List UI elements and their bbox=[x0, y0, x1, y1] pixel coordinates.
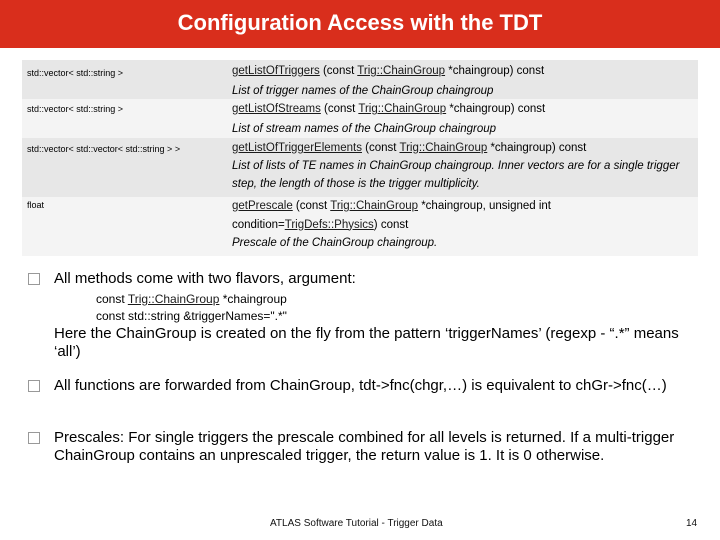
method-link[interactable]: getListOfStreams bbox=[232, 103, 321, 115]
method-description: List of trigger names of the ChainGroup chaingroup bbox=[232, 84, 494, 97]
method-link[interactable]: getListOfTriggerElements bbox=[232, 142, 362, 154]
bullet-text: Prescales: For single triggers the prescale combined for all levels is returned. If a multi-trigger ChainGroup contains an unprescaled trigger, the return value is 1. It is 0 otherwise. bbox=[54, 429, 675, 464]
method-description: List of lists of TE names in ChainGroup chaingroup. Inner vectors are for a single trigger step, the length of those is the trigger multiplicity. bbox=[232, 160, 680, 190]
table-row bbox=[22, 197, 698, 256]
table-row bbox=[22, 138, 698, 197]
table-row bbox=[22, 99, 698, 138]
method-signature: getListOfStreams (const Trig::ChainGroup *chaingroup) const List of stream names of the ChainGroup chaingroup bbox=[232, 103, 546, 135]
type-link[interactable]: Trig::ChainGroup bbox=[358, 103, 447, 115]
page-number: 14 bbox=[686, 518, 698, 529]
method-description: Prescale of the ChainGroup chaingroup. bbox=[232, 237, 438, 249]
return-type: std::vector< std::vector< std::string > > bbox=[27, 144, 181, 154]
type-link[interactable]: Trig::ChainGroup bbox=[330, 200, 419, 212]
code-line: const std::string &triggerNames=".*" bbox=[96, 309, 287, 323]
slide-title: Configuration Access with the TDT bbox=[177, 10, 543, 35]
footer-text: ATLAS Software Tutorial - Trigger Data bbox=[270, 518, 443, 529]
method-link[interactable]: getPrescale bbox=[232, 200, 293, 212]
method-table bbox=[22, 60, 698, 256]
return-type: float bbox=[27, 200, 45, 210]
return-type: std::vector< std::string > bbox=[27, 104, 124, 114]
method-signature: getListOfTriggerElements (const Trig::ChainGroup *chaingroup) const List of lists of TE names in ChainGroup chaingroup. Inner vectors are for a single trigger step, the length of those is the trigger multiplicity. bbox=[232, 142, 680, 190]
bullet-text: Here the ChainGroup is created on the fly from the pattern ‘triggerNames’ (regexp - “.*” means ‘all’) bbox=[54, 325, 679, 360]
type-link[interactable]: Trig::ChainGroup bbox=[127, 292, 220, 306]
physics-link[interactable]: TrigDefs::Physics bbox=[284, 218, 374, 231]
method-link[interactable]: getListOfTriggers bbox=[232, 65, 320, 77]
return-type: std::vector< std::string > bbox=[27, 68, 124, 78]
code-line: const Trig::ChainGroup *chaingroup bbox=[96, 292, 287, 306]
bullet-box-icon bbox=[28, 273, 40, 285]
table-row bbox=[22, 60, 698, 99]
bullet-text: All functions are forwarded from ChainGroup, tdt->fnc(chgr,…) is equivalent to chGr->fnc(…) bbox=[54, 377, 667, 394]
type-link[interactable]: Trig::ChainGroup bbox=[399, 142, 488, 154]
type-link[interactable]: Trig::ChainGroup bbox=[357, 65, 446, 77]
bullet-text: All methods come with two flavors, argument: bbox=[54, 270, 356, 287]
bullet-box-icon bbox=[28, 380, 40, 392]
method-signature: getPrescale (const Trig::ChainGroup *chaingroup, unsigned int condition=TrigDefs::Physics) const Prescale of the ChainGroup chaingroup. bbox=[232, 200, 552, 249]
bullet-box-icon bbox=[28, 432, 40, 444]
method-description: List of stream names of the ChainGroup chaingroup bbox=[232, 122, 497, 135]
method-signature: getListOfTriggers (const Trig::ChainGroup *chaingroup) const List of trigger names of the ChainGroup chaingroup bbox=[232, 65, 545, 97]
